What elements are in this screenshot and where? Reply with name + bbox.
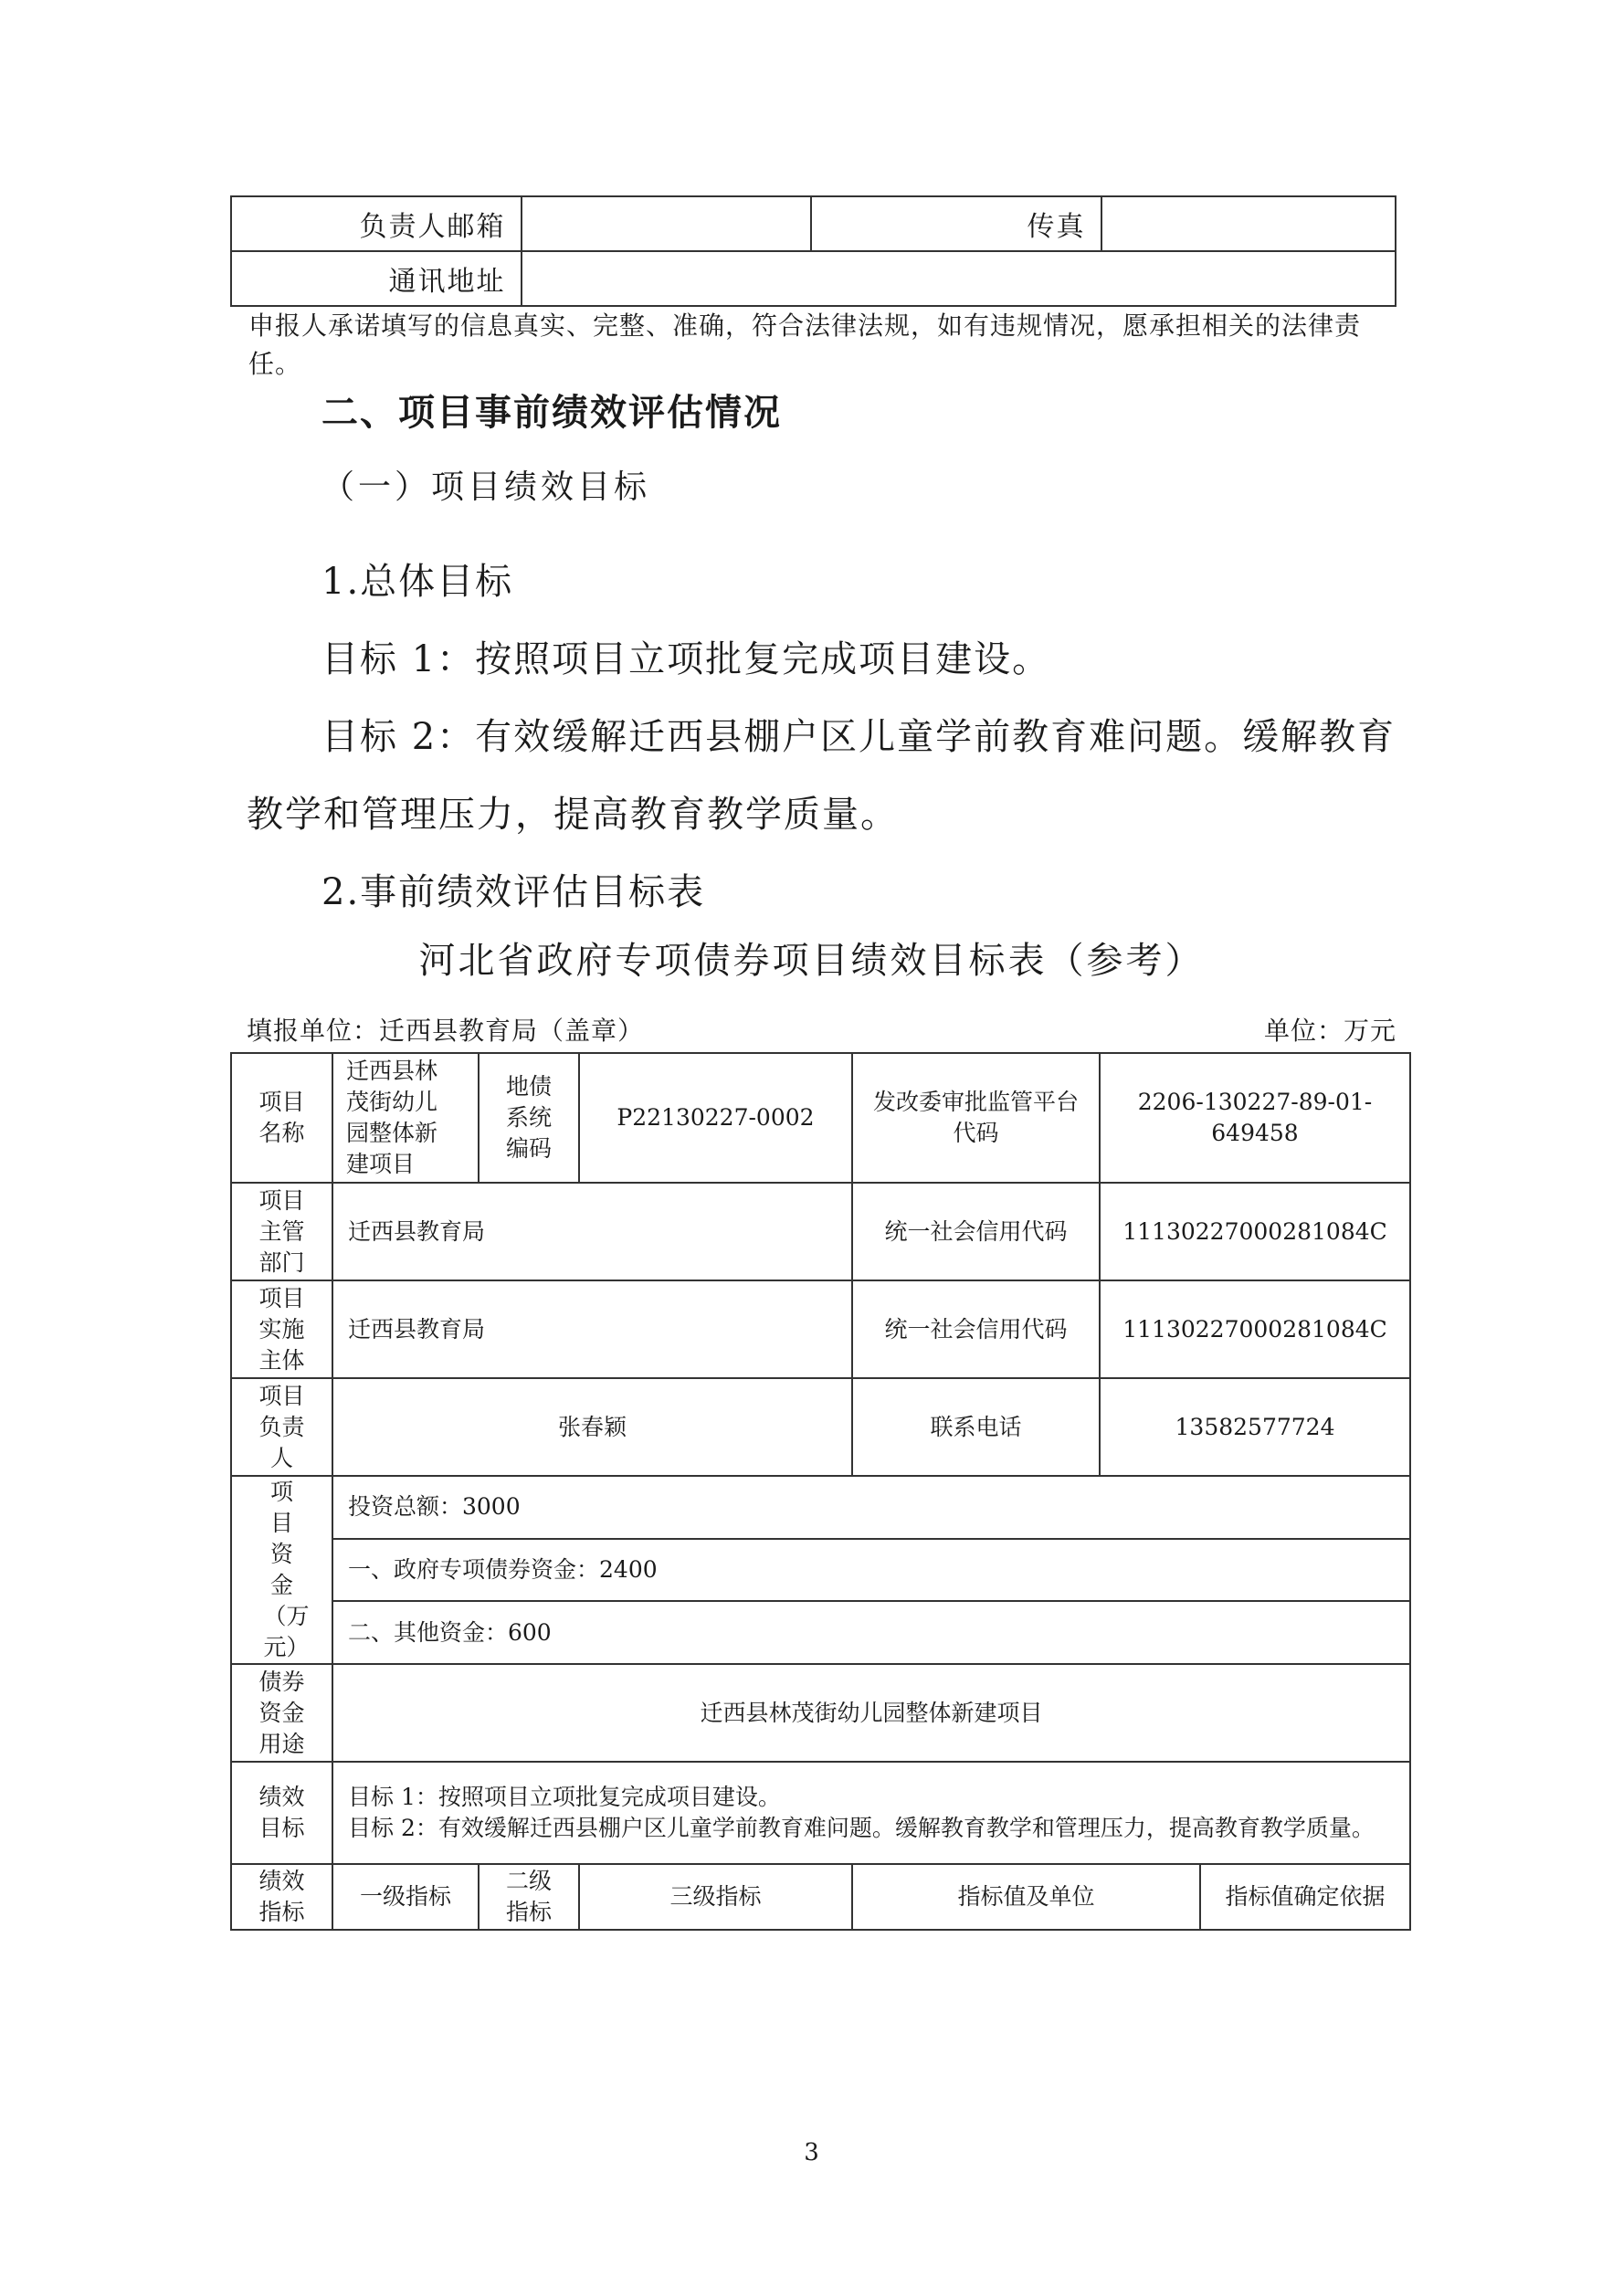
impl-credit-code-label: 统一社会信用代码 [852,1280,1100,1378]
fax-label: 传真 [811,196,1101,251]
level2-header: 二级指标 [479,1864,579,1930]
address-value [522,251,1396,306]
subsection1-heading: （一）项目绩效目标 [321,469,651,506]
gov-bond-funds: 一、政府专项债券资金：2400 [332,1539,1410,1602]
section2-heading: 二、项目事前绩效评估情况 [321,391,782,434]
leader-row [231,1378,1410,1476]
total-investment-row [231,1476,1410,1539]
dept-label: 项目主管部门 [231,1183,332,1280]
debt-system-code-label: 地债系统编码 [479,1053,579,1183]
impl-value: 迁西县教育局 [332,1280,852,1378]
ndrc-code-value: 2206-130227-89-01-649458 [1100,1053,1410,1183]
dept-row [231,1183,1410,1280]
indicator-header-row [231,1864,1410,1930]
table-title: 河北省政府专项债券项目绩效目标表（参考） [418,940,1205,982]
perf-goal-2: 目标 2：有效缓解迁西县棚户区儿童学前教育难问题。缓解教育教学和管理压力，提高教育教学质量。 [348,1815,1375,1841]
perf-goal-row [231,1762,1410,1864]
fill-unit: 填报单位：迁西县教育局（盖章） [247,1016,645,1046]
perf-indicator-label: 绩效指标 [231,1864,332,1930]
unit-label: 单位：万元 [1263,1016,1396,1046]
address-label: 通讯地址 [231,251,522,306]
project-name-row [231,1053,1410,1183]
email-value [522,196,811,251]
bond-use-value: 迁西县林茂街幼儿园整体新建项目 [332,1664,1410,1762]
dept-credit-code-value: 11130227000281084C [1100,1183,1410,1280]
pledge-text: 申报人承诺填写的信息真实、完整、准确，符合法律法规，如有违规情况，愿承担相关的法律责任。 [248,311,1362,379]
goal-2-text-line2: 教学和管理压力，提高教育教学质量。 [247,794,899,836]
email-label: 负责人邮箱 [231,196,522,251]
perf-goal-1: 目标 1：按照项目立项批复完成项目建设。 [348,1784,781,1810]
bond-use-row [231,1664,1410,1762]
address-row [231,251,1396,306]
level3-header: 三级指标 [579,1864,852,1930]
other-funds-row [231,1601,1410,1664]
funds-label: 项目资金（万元） [231,1476,332,1664]
value-unit-header: 指标值及单位 [852,1864,1200,1930]
level1-header: 一级指标 [332,1864,479,1930]
dept-value: 迁西县教育局 [332,1183,852,1280]
impl-credit-code-value: 11130227000281084C [1100,1280,1410,1378]
project-name-value: 迁西县林茂街幼儿园整体新建项目 [332,1053,479,1183]
goal-1-text: 目标 1：按照项目立项批复完成项目建设。 [321,638,1051,680]
ndrc-code-label: 发改委审批监管平台代码 [852,1053,1100,1183]
leader-value: 张春颖 [332,1378,852,1476]
impl-row [231,1280,1410,1378]
total-investment: 投资总额：3000 [332,1476,1410,1539]
basis-header: 指标值确定依据 [1200,1864,1410,1930]
gov-bond-funds-row [231,1539,1410,1602]
debt-system-code-value: P22130227-0002 [579,1053,852,1183]
goal-2-text-line1: 目标 2：有效缓解迁西县棚户区儿童学前教育难问题。缓解教育 [321,716,1396,758]
overall-goal-heading: 1.总体目标 [321,561,514,603]
other-funds: 二、其他资金：600 [332,1601,1410,1664]
page-number: 3 [804,2139,819,2166]
impl-label: 项目实施主体 [231,1280,332,1378]
perf-goal-value [332,1762,1410,1864]
bond-use-label: 债券资金用途 [231,1664,332,1762]
perf-goal-label: 绩效目标 [231,1762,332,1864]
project-name-label: 项目名称 [231,1053,332,1183]
contact-table [230,195,1396,307]
leader-label: 项目负责人 [231,1378,332,1476]
fax-value [1101,196,1396,251]
performance-target-table [230,1052,1411,1931]
phone-label: 联系电话 [852,1378,1100,1476]
table-heading: 2.事前绩效评估目标表 [321,871,706,913]
email-fax-row [231,196,1396,251]
phone-value: 13582577724 [1100,1378,1410,1476]
dept-credit-code-label: 统一社会信用代码 [852,1183,1100,1280]
